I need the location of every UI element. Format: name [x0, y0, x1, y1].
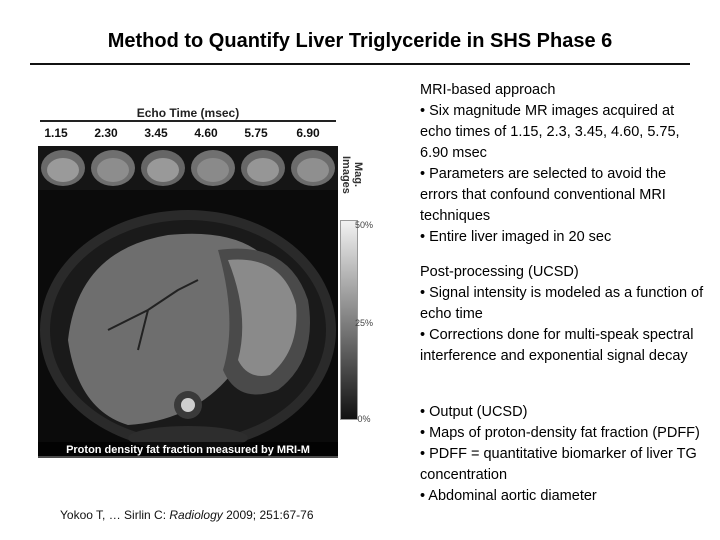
figure-caption: Proton density fat fraction measured by MRI-M	[38, 442, 338, 458]
mri-figure	[38, 102, 378, 458]
citation	[60, 508, 314, 522]
mri-approach-heading: MRI-based approach	[420, 82, 556, 98]
citation-journal: Radiology	[169, 508, 223, 522]
echo-time-5: 5.75	[244, 126, 268, 140]
post-bullet-2: • Corrections done for multi-speak spectral interference and exponential signal decay	[420, 327, 694, 364]
post-bullet-1: • Signal intensity is modeled as a function of echo time	[420, 285, 704, 322]
mri-approach-section	[420, 80, 705, 248]
post-processing-section	[420, 262, 705, 367]
echo-time-6: 6.90	[296, 126, 320, 140]
colorbar-tick-0: 0%	[357, 414, 371, 424]
magnitude-images-strip	[38, 146, 338, 190]
output-section	[420, 402, 705, 507]
echo-time-4: 4.60	[194, 126, 218, 140]
echo-time-1: 1.15	[44, 126, 68, 140]
output-bullet-2: • Maps of proton-density fat fraction (PDFF)	[420, 425, 700, 441]
echo-times-row	[38, 126, 338, 142]
echo-time-2: 2.30	[94, 126, 118, 140]
mri-bullet-1: • Six magnitude MR images acquired at echo times of 1.15, 2.3, 3.45, 4.60, 5.75, 6.90 msec	[420, 103, 680, 161]
output-bullet-4: • Abdominal aortic diameter	[420, 488, 597, 504]
echo-time-3: 3.45	[144, 126, 168, 140]
citation-authors: Yokoo T, … Sirlin C:	[60, 508, 170, 522]
slide-title: Method to Quantify Liver Triglyceride in SHS Phase 6	[107, 30, 613, 52]
output-bullet-3: • PDFF = quantitative biomarker of liver TG concentration	[420, 446, 697, 483]
mri-bullet-2: • Parameters are selected to avoid the errors that confound conventional MRI techniques	[420, 166, 667, 224]
colorbar-tick-25: 25%	[354, 318, 373, 328]
echo-time-label: Echo Time (msec)	[136, 106, 240, 120]
citation-details: 2009; 251:67-76	[222, 508, 314, 522]
output-bullet-1: • Output (UCSD)	[420, 404, 528, 420]
echo-time-bar	[40, 120, 336, 122]
colorbar-tick-50: 50%	[354, 220, 373, 230]
title-rule	[30, 63, 690, 65]
pdff-map-image	[38, 190, 338, 456]
mag-images-label: Mag. Images	[340, 156, 364, 194]
post-processing-heading: Post-processing (UCSD)	[420, 264, 579, 280]
mri-bullet-3: • Entire liver imaged in 20 sec	[420, 229, 612, 245]
